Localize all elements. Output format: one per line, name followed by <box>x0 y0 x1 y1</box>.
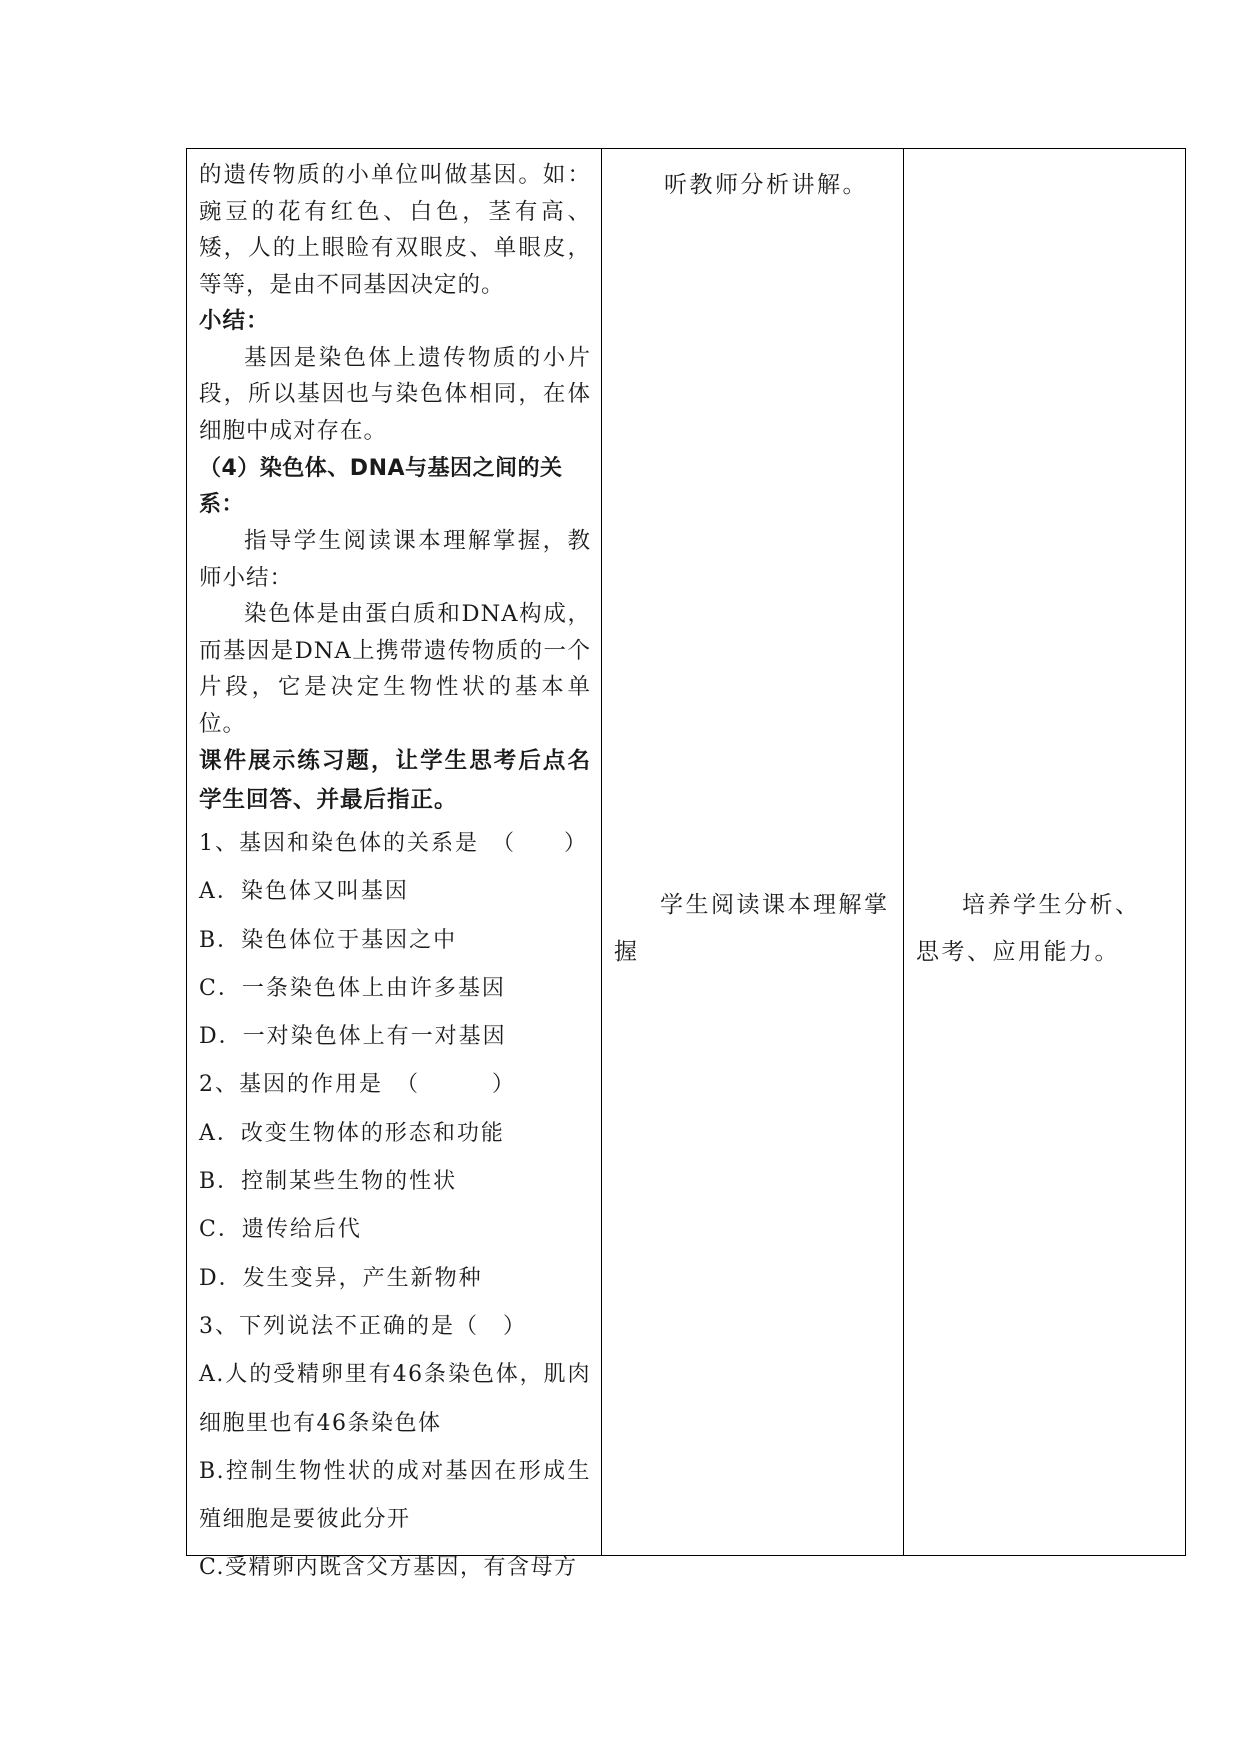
design-intent-column <box>904 149 1185 1555</box>
question-1 <box>199 820 591 1061</box>
question-option: A．改变生物体的形态和功能 <box>199 1120 505 1146</box>
question-option: C.受精卵内既含父方基因，有含母方 <box>199 1555 578 1581</box>
question-option: C．一条染色体上由许多基因 <box>199 975 506 1001</box>
student-activity-listen: 听教师分析讲解。 <box>664 172 868 198</box>
section-4-title: （4）染色体、DNA与基因之间的关系： <box>199 456 563 517</box>
question-option: D．一对染色体上有一对基因 <box>199 1024 507 1050</box>
design-intent-text: 培养学生分析、思考、应用能力。 <box>916 892 1141 965</box>
question-stem: 3、下列说法不正确的是（ ） <box>199 1313 527 1339</box>
question-option: D．发生变异，产生新物种 <box>199 1265 483 1291</box>
question-option: C．遗传给后代 <box>199 1217 362 1243</box>
question-option: B．染色体位于基因之中 <box>199 927 458 953</box>
guide-text: 指导学生阅读课本理解掌握，教师小结： <box>199 528 591 591</box>
question-option: B．控制某些生物的性状 <box>199 1169 458 1195</box>
question-option: A．染色体又叫基因 <box>199 879 409 905</box>
chromosome-text: 染色体是由蛋白质和DNA构成，而基因是DNA上携带遗传物质的一个片段，它是决定生物性状的基本单位。 <box>199 601 591 737</box>
student-activity-read: 学生阅读课本理解掌握 <box>614 892 890 965</box>
exercise-title: 课件展示练习题，让学生思考后点名学生回答、并最后指正。 <box>199 748 591 813</box>
question-option: B.控制生物性状的成对基因在形成生殖细胞是要彼此分开 <box>199 1458 591 1533</box>
question-3 <box>199 1303 591 1593</box>
summary-title: 小结： <box>199 308 270 334</box>
question-stem: 1、基因和染色体的关系是 （ ） <box>199 831 588 856</box>
student-activity-column <box>602 149 904 1555</box>
intro-text: 的遗传物质的小单位叫做基因。如：豌豆的花有红色、白色，茎有高、矮，人的上眼睑有双眼皮、单眼皮，等等，是由不同基因决定的。 <box>199 162 591 298</box>
question-2 <box>199 1061 591 1302</box>
teacher-activity-column <box>187 149 602 1581</box>
question-stem: 2、基因的作用是 （ ） <box>199 1072 516 1098</box>
lesson-plan-table <box>186 148 1186 1581</box>
question-option: A.人的受精卵里有46条染色体，肌肉细胞里也有46条染色体 <box>199 1362 591 1436</box>
summary-text: 基因是染色体上遗传物质的小片段，所以基因也与染色体相同，在体细胞中成对存在。 <box>199 344 591 444</box>
